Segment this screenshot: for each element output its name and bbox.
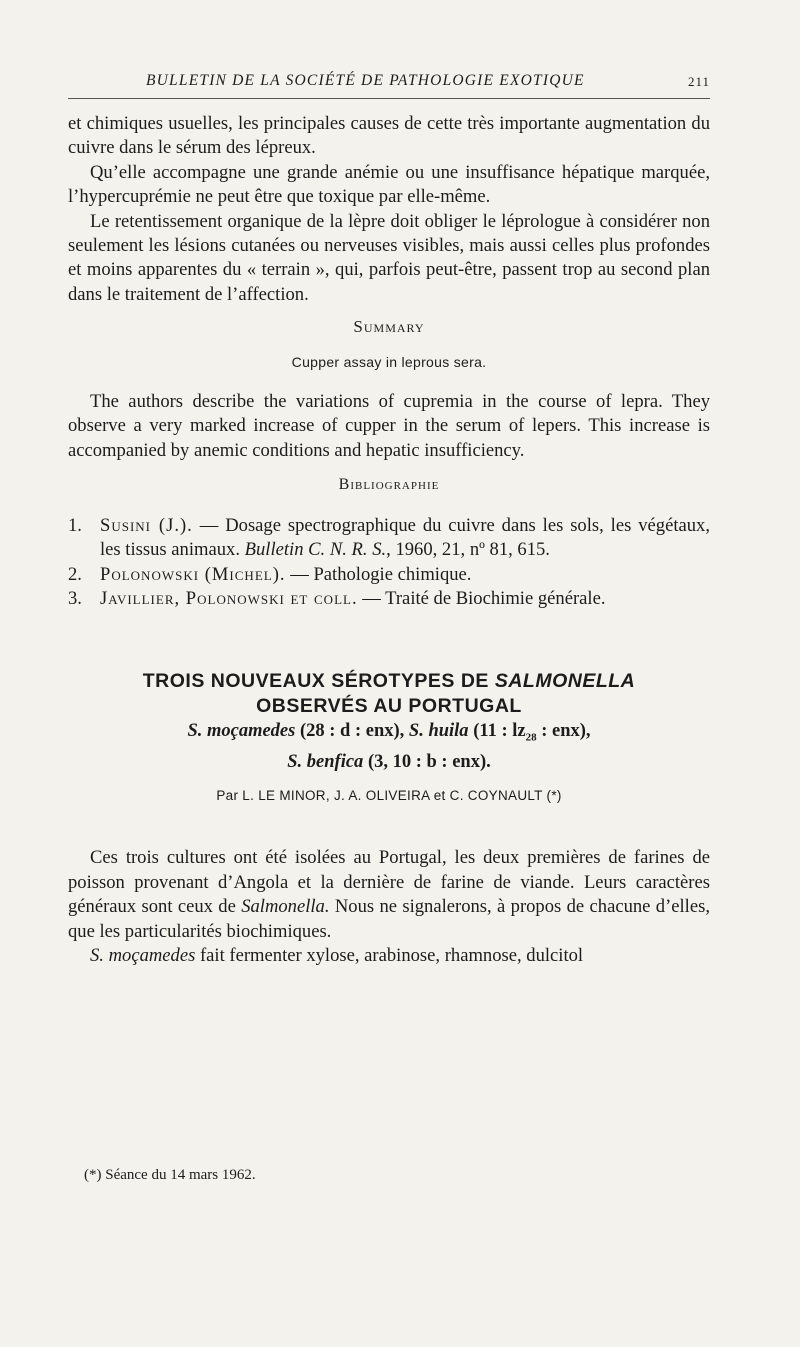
ref-text: — Pathologie chimique. xyxy=(285,563,472,585)
serotype-formula-subscript: 28 xyxy=(525,732,537,744)
footnote: (*) Séance du 14 mars 1962. xyxy=(84,1167,256,1183)
article-italic: S. moçamedes xyxy=(90,945,196,967)
running-header xyxy=(68,68,710,99)
paragraph: et chimiques usuelles, les principales causes de cette très importante augmentation du cuivre dans le sérum des lépreux. xyxy=(68,113,710,159)
serotype-formula: : enx), xyxy=(536,721,591,742)
article-title-italic: SALMONELLA xyxy=(494,670,636,693)
article-text: Nous ne signalerons, à propos de chacune d’elles, que les particularités biochimiques. xyxy=(68,896,710,942)
serotype-name: S. moçamedes xyxy=(187,721,296,742)
bibliography-heading: Bibliographie xyxy=(338,476,440,494)
page-number: 211 xyxy=(687,74,710,89)
serotype-formula: (28 : d : enx), xyxy=(295,721,409,742)
ref-author: Javillier, Polonowski et coll. xyxy=(100,587,358,609)
bibliography-ref-2 xyxy=(68,563,710,587)
page-body xyxy=(68,112,710,968)
article-italic: Salmonella. xyxy=(241,896,330,918)
serotype-name: S. benfica xyxy=(287,752,364,772)
ref-number: 2. xyxy=(68,563,82,585)
ref-text: — Dosage spectrographique du cuivre dans les sols, les végétaux, les tissus animaux. xyxy=(100,514,710,561)
ref-number: 1. xyxy=(68,514,82,536)
paragraph: Qu’elle accompagne une grande anémie ou une insuffisance hépatique marquée, l’hypercuprémie ne peut être que toxique par elle-même. xyxy=(68,161,710,208)
article-text: fait fermenter xylose, arabinose, rhamnose, dulcitol xyxy=(195,945,584,967)
summary-title: Cupper assay in leprous sera. xyxy=(291,353,487,370)
ref-tail: , 1960, 21, nº 81, 615. xyxy=(386,539,550,561)
article-title xyxy=(68,669,710,719)
article-subtitle xyxy=(68,719,710,774)
paragraph: Le retentissement organique de la lèpre doit obliger le léprologue à considérer non seulement les lésions cutanées ou nerveuses visibles, mais aussi celles plus profondes et moins apparentes du « terrain », qui, parfois peut-être, passent trop au second plan dans le traitement de l’affection. xyxy=(68,210,710,305)
ref-author: Susini (J.). xyxy=(100,514,193,536)
summary-heading: Summary xyxy=(353,317,425,337)
ref-number: 3. xyxy=(68,587,82,609)
article-paragraph xyxy=(68,944,710,968)
article-paragraph xyxy=(68,846,710,944)
article-authors: Par L. LE MINOR, J. A. OLIVEIRA et C. COYNAULT (*) xyxy=(216,788,562,803)
serotype-name: S. huila xyxy=(408,721,469,742)
serotype-formula: (11 : lz xyxy=(468,721,526,742)
bibliography-ref-3 xyxy=(68,587,710,611)
ref-author: Polonowski (Michel). xyxy=(100,563,286,585)
bibliography-ref-1 xyxy=(68,514,710,563)
serotype-formula: (3, 10 : b : enx). xyxy=(363,752,491,772)
summary-text: The authors describe the variations of cupremia in the course of lepra. They observe a very marked increase of cupper in the serum of lepers. This increase is accompanied by anemic conditions and hepatic insufficiency. xyxy=(68,391,710,461)
ref-text: — Traité de Biochimie générale. xyxy=(357,587,606,609)
ref-journal: Bulletin C. N. R. S. xyxy=(244,539,387,561)
article-title-line2: OBSERVÉS AU PORTUGAL xyxy=(256,695,522,718)
article-title-line1: TROIS NOUVEAUX SÉROTYPES DE xyxy=(142,670,495,693)
article-text: Ces trois cultures ont été isolées au Portugal, les deux premières de farines de poisson provenant d’Angola et la dernière de farine de viande. Leurs caractères généraux sont ceux de xyxy=(68,847,710,918)
running-title: BULLETIN DE LA SOCIÉTÉ DE PATHOLOGIE EXOTIQUE xyxy=(146,72,585,89)
